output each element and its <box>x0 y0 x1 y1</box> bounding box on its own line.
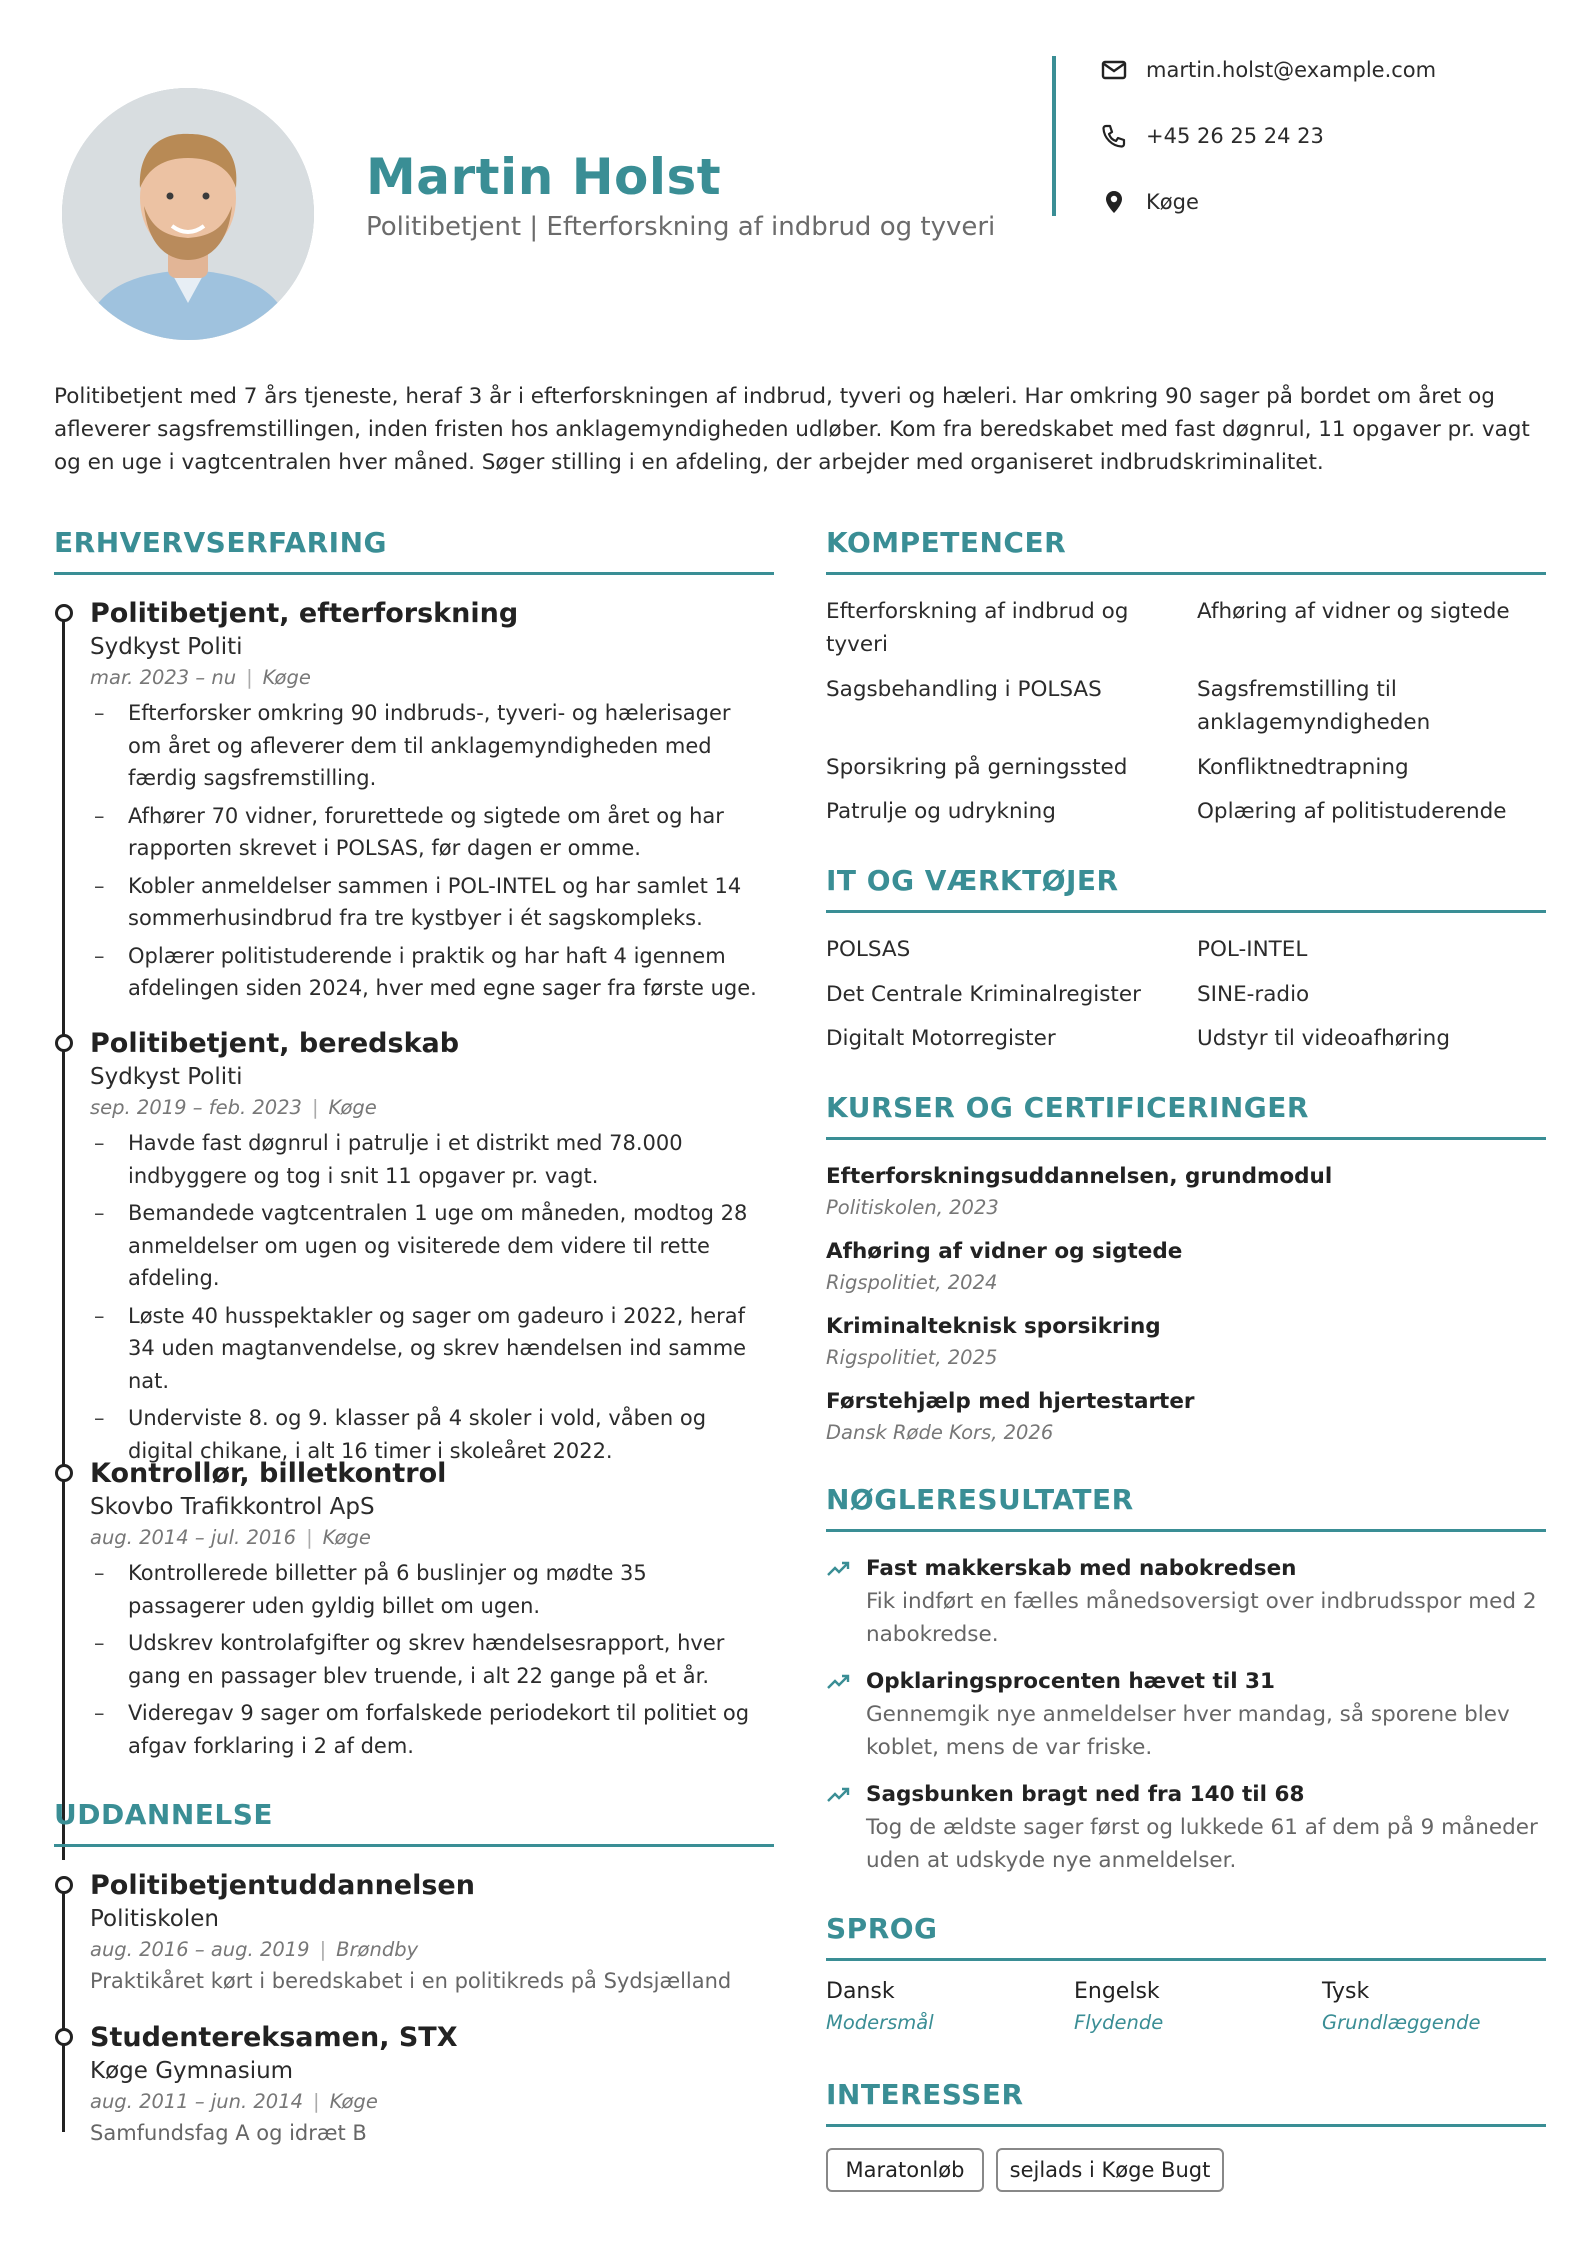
course-item <box>826 1311 1546 1373</box>
course-item <box>826 1161 1546 1223</box>
education-school: Køge Gymnasium <box>90 2058 294 2084</box>
language-name: Dansk <box>826 1979 895 2004</box>
tools-rule <box>826 910 1546 913</box>
education-meta: aug. 2011 – jun. 2014 | Køge <box>90 2090 378 2113</box>
job-employer: Sydkyst Politi <box>90 1064 243 1090</box>
timeline-dot <box>55 1876 73 1894</box>
language-item <box>1322 1976 1481 2038</box>
result-item <box>826 1553 1546 1651</box>
education-heading: UDDANNELSE <box>54 1798 274 1831</box>
results-heading: NØGLERESULTATER <box>826 1483 1134 1516</box>
candidate-name: Martin Holst <box>366 148 722 206</box>
job-place: Køge <box>328 1096 377 1119</box>
timeline-dot <box>55 604 73 622</box>
education-title: Studentereksamen, STX <box>90 2022 458 2053</box>
job-place: Køge <box>262 666 311 689</box>
header-divider <box>1052 56 1056 216</box>
candidate-title: Politibetjent | Efterforskning af indbrud og tyveri <box>366 212 996 242</box>
job-employer: Skovbo Trafikkontrol ApS <box>90 1494 375 1520</box>
job-bullet: – Videregav 9 sager om forfalskede periodekort til politiet og afgav forklaring i 2 af dem. <box>90 1697 770 1762</box>
education-rule <box>54 1844 774 1847</box>
course-item <box>826 1386 1546 1448</box>
result-item <box>826 1779 1546 1877</box>
job-meta: sep. 2019 – feb. 2023 | Køge <box>90 1096 377 1119</box>
tool-item: Digitalt Motorregister <box>826 1026 1056 1051</box>
result-description: Fik indført en fælles månedsoversigt over indbrudsspor med 2 nabokredse. <box>866 1589 1537 1647</box>
course-source: Rigspolitiet, 2025 <box>826 1346 998 1369</box>
education-entry <box>90 1869 770 1997</box>
trending-up-icon <box>826 1559 852 1579</box>
timeline-dot <box>55 1464 73 1482</box>
skills-heading: KOMPETENCER <box>826 526 1067 559</box>
email-text: martin.holst@example.com <box>1146 58 1437 82</box>
job-bullet: – Udskrev kontrolafgifter og skrev hændelsesrapport, hver gang en passager blev truende, i alt 22 gange på et år. <box>90 1627 770 1692</box>
tool-item: Udstyr til videoafhøring <box>1197 1026 1450 1051</box>
course-source: Politiskolen, 2023 <box>826 1196 999 1219</box>
trending-up-icon <box>826 1785 852 1805</box>
job-entry <box>90 1027 770 1472</box>
skill-item: Sagsfremstilling til anklagemyndigheden <box>1197 677 1431 735</box>
job-title: Politibetjent, beredskab <box>90 1028 460 1059</box>
education-place: Køge <box>329 2090 378 2113</box>
phone-text: +45 26 25 24 23 <box>1146 124 1324 148</box>
education-note: Praktikåret kørt i beredskabet i en politikreds på Sydsjælland <box>90 1969 732 1993</box>
education-school: Politiskolen <box>90 1906 219 1932</box>
job-title: Kontrollør, billetkontrol <box>90 1458 447 1489</box>
results-rule <box>826 1529 1546 1532</box>
courses-heading: KURSER OG CERTIFICERINGER <box>826 1091 1309 1124</box>
job-period: mar. 2023 – nu <box>90 666 237 689</box>
timeline-dot <box>55 2028 73 2046</box>
job-period: sep. 2019 – feb. 2023 <box>90 1096 302 1119</box>
tool-item: SINE-radio <box>1197 982 1310 1007</box>
language-item <box>1074 1976 1163 2038</box>
job-bullets <box>90 697 770 1005</box>
interests-rule <box>826 2124 1546 2127</box>
job-entry <box>90 1457 770 1767</box>
job-place: Køge <box>322 1526 371 1549</box>
profile-summary: Politibetjent med 7 års tjeneste, heraf 3 år i efterforskningen af indbrud, tyveri og hæleri. Har omkring 90 sager på bordet om året og afleverer sagsfremstillingen, inden fristen hos anklagemyndigheden udløber. Kom fra beredskabet med fast døgnrul, 11 opgaver pr. vagt og en uge i vagtcentralen hver måned. Søger stilling i en afdeling, der arbejder med organiseret indbrudskriminalitet. <box>54 384 1530 475</box>
job-title: Politibetjent, efterforskning <box>90 598 519 629</box>
skill-item: Sagsbehandling i POLSAS <box>826 677 1102 702</box>
job-employer: Sydkyst Politi <box>90 634 243 660</box>
language-name: Tysk <box>1322 1979 1370 2004</box>
course-item <box>826 1236 1546 1298</box>
job-entry <box>90 597 770 1010</box>
education-period: aug. 2011 – jun. 2014 <box>90 2090 304 2113</box>
education-note: Samfundsfag A og idræt B <box>90 2121 367 2145</box>
result-description: Tog de ældste sager først og lukkede 61 af dem på 9 måneder uden at udskyde nye anmeldelser. <box>866 1815 1538 1873</box>
education-place: Brøndby <box>336 1938 419 1961</box>
skill-item: Sporsikring på gerningssted <box>826 755 1128 780</box>
job-bullets <box>90 1557 770 1762</box>
education-period: aug. 2016 – aug. 2019 <box>90 1938 310 1961</box>
education-meta: aug. 2016 – aug. 2019 | Brøndby <box>90 1938 419 1961</box>
course-title: Kriminalteknisk sporsikring <box>826 1314 1161 1339</box>
course-source: Rigspolitiet, 2024 <box>826 1271 998 1294</box>
result-title: Sagsbunken bragt ned fra 140 til 68 <box>866 1782 1305 1807</box>
job-period: aug. 2014 – jul. 2016 <box>90 1526 297 1549</box>
tool-item: Det Centrale Kriminalregister <box>826 982 1141 1007</box>
job-bullet: – Kobler anmeldelser sammen i POL-INTEL og har samlet 14 sommerhusindbrud fra tre kystbyer i ét sagskompleks. <box>90 870 770 935</box>
course-title: Efterforskningsuddannelsen, grundmodul <box>826 1164 1333 1189</box>
interest-tag: Maratonløb <box>826 2148 984 2192</box>
languages-heading: SPROG <box>826 1912 938 1945</box>
job-meta: aug. 2014 – jul. 2016 | Køge <box>90 1526 371 1549</box>
result-item <box>826 1666 1546 1764</box>
language-level: Grundlæggende <box>1322 2011 1481 2034</box>
course-source: Dansk Røde Kors, 2026 <box>826 1421 1054 1444</box>
job-bullet: – Bemandede vagtcentralen 1 uge om måneden, modtog 28 anmeldelser om ugen og visiterede dem videre til rette afdeling. <box>90 1197 770 1295</box>
profile-photo <box>62 88 314 340</box>
language-name: Engelsk <box>1074 1979 1160 2004</box>
timeline-dot <box>55 1034 73 1052</box>
experience-rule <box>54 572 774 575</box>
skill-item: Efterforskning af indbrud og tyveri <box>826 599 1129 657</box>
course-title: Afhøring af vidner og sigtede <box>826 1239 1183 1264</box>
job-meta: mar. 2023 – nu | Køge <box>90 666 311 689</box>
skill-item: Afhøring af vidner og sigtede <box>1197 599 1510 624</box>
trending-up-icon <box>826 1672 852 1692</box>
tools-heading: IT OG VÆRKTØJER <box>826 864 1119 897</box>
education-timeline <box>62 1892 65 2132</box>
experience-timeline <box>62 620 65 1860</box>
education-entry <box>90 2021 770 2149</box>
education-title: Politibetjentuddannelsen <box>90 1870 475 1901</box>
result-title: Opklaringsprocenten hævet til 31 <box>866 1669 1275 1694</box>
job-bullet: – Underviste 8. og 9. klasser på 4 skoler i vold, våben og digital chikane, i alt 16 timer i skoleåret 2022. <box>90 1402 770 1467</box>
skill-item: Oplæring af politistuderende <box>1197 799 1507 824</box>
job-bullets <box>90 1127 770 1467</box>
job-bullet: – Efterforsker omkring 90 indbruds-, tyveri- og hælerisager om året og afleverer dem til anklagemyndigheden med færdig sagsfremstilling. <box>90 697 770 795</box>
skill-item: Konfliktnedtrapning <box>1197 755 1409 780</box>
location-text: Køge <box>1146 190 1199 214</box>
interest-tag: sejlads i Køge Bugt <box>996 2148 1224 2192</box>
tool-item: POL-INTEL <box>1197 937 1308 962</box>
languages-rule <box>826 1958 1546 1961</box>
experience-heading: ERHVERVSERFARING <box>54 526 387 559</box>
job-bullet: – Løste 40 husspektakler og sager om gadeuro i 2022, heraf 34 uden magtanvendelse, og skrev hændelsen ind samme nat. <box>90 1300 770 1398</box>
job-bullet: – Kontrollerede billetter på 6 buslinjer og mødte 35 passagerer uden gyldig billet om ugen. <box>90 1557 770 1622</box>
job-bullet: – Oplærer politistuderende i praktik og har haft 4 igennem afdelingen siden 2024, hver med egne sager fra første uge. <box>90 940 770 1005</box>
interests-heading: INTERESSER <box>826 2078 1024 2111</box>
course-title: Førstehjælp med hjertestarter <box>826 1389 1195 1414</box>
language-level: Flydende <box>1074 2011 1164 2034</box>
tool-item: POLSAS <box>826 937 911 962</box>
language-level: Modersmål <box>826 2011 934 2034</box>
language-item <box>826 1976 934 2038</box>
skill-item: Patrulje og udrykning <box>826 799 1056 824</box>
job-bullet: – Afhører 70 vidner, forurettede og sigtede om året og har rapporten skrevet i POLSAS, før dagen er omme. <box>90 800 770 865</box>
result-title: Fast makkerskab med nabokredsen <box>866 1556 1297 1581</box>
courses-rule <box>826 1137 1546 1140</box>
job-bullet: – Havde fast døgnrul i patrulje i et distrikt med 78.000 indbyggere og tog i snit 11 opgaver pr. vagt. <box>90 1127 770 1192</box>
mail-icon <box>1100 56 1128 84</box>
phone-icon <box>1100 122 1128 150</box>
skills-rule <box>826 572 1546 575</box>
result-description: Gennemgik nye anmeldelser hver mandag, så sporene blev koblet, mens de var friske. <box>866 1702 1510 1760</box>
map-pin-icon <box>1100 188 1128 216</box>
